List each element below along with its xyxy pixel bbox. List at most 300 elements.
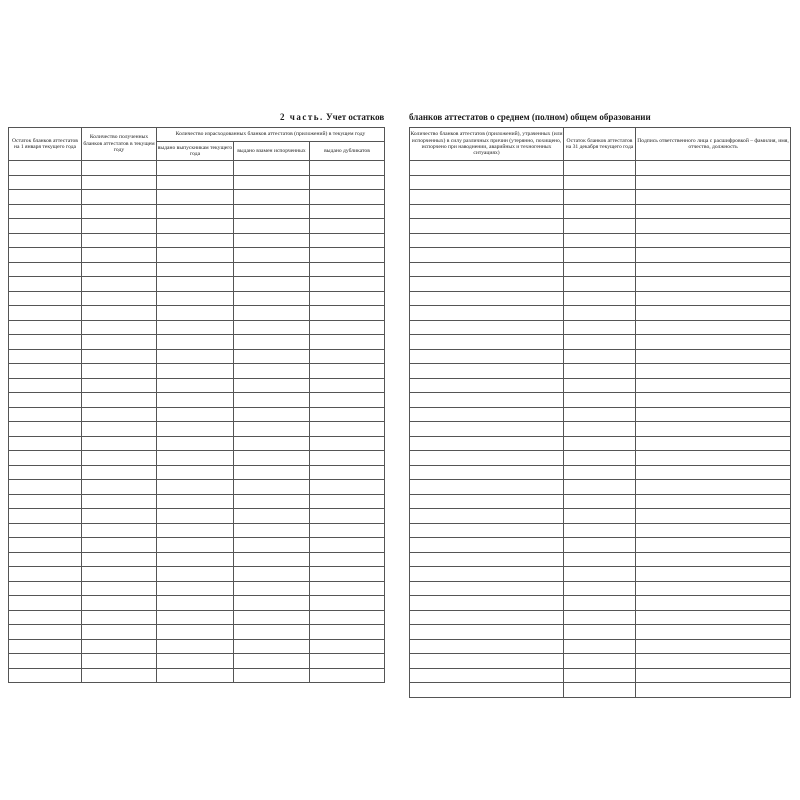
- table-cell: [82, 639, 157, 654]
- table-row: [410, 378, 791, 393]
- table-cell: [9, 552, 82, 567]
- table-cell: [9, 291, 82, 306]
- table-cell: [234, 654, 310, 669]
- table-cell: [410, 625, 564, 640]
- table-cell: [157, 378, 234, 393]
- table-cell: [310, 654, 385, 669]
- table-cell: [636, 378, 791, 393]
- table-cell: [310, 190, 385, 205]
- table-cell: [82, 378, 157, 393]
- table-cell: [410, 291, 564, 306]
- table-cell: [9, 523, 82, 538]
- table-cell: [82, 567, 157, 582]
- table-cell: [636, 393, 791, 408]
- table-row: [9, 596, 385, 611]
- table-cell: [636, 407, 791, 422]
- table-cell: [157, 436, 234, 451]
- table-cell: [636, 552, 791, 567]
- table-cell: [82, 175, 157, 190]
- table-cell: [157, 538, 234, 553]
- table-cell: [157, 393, 234, 408]
- table-cell: [636, 494, 791, 509]
- table-row: [410, 465, 791, 480]
- table-cell: [9, 378, 82, 393]
- table-cell: [9, 335, 82, 350]
- table-cell: [410, 639, 564, 654]
- header-issued-duplicates: выдано дубликатов: [310, 142, 385, 161]
- table-cell: [234, 407, 310, 422]
- table-row: [410, 581, 791, 596]
- table-row: [410, 494, 791, 509]
- table-row: [9, 349, 385, 364]
- table-row: [9, 610, 385, 625]
- header-used-group: Количество израсходованных бланков аттестатов (приложений) в текущем году: [157, 128, 385, 142]
- table-cell: [82, 291, 157, 306]
- table-row: [410, 175, 791, 190]
- table-cell: [564, 480, 636, 495]
- table-row: [410, 480, 791, 495]
- table-cell: [234, 523, 310, 538]
- table-cell: [234, 291, 310, 306]
- table-cell: [234, 494, 310, 509]
- table-cell: [9, 407, 82, 422]
- table-cell: [234, 219, 310, 234]
- table-cell: [310, 436, 385, 451]
- table-row: [9, 581, 385, 596]
- table-cell: [410, 306, 564, 321]
- table-cell: [410, 465, 564, 480]
- table-row: [410, 291, 791, 306]
- table-cell: [564, 262, 636, 277]
- table-cell: [82, 552, 157, 567]
- table-cell: [9, 364, 82, 379]
- table-cell: [410, 204, 564, 219]
- table-cell: [636, 538, 791, 553]
- table-cell: [9, 233, 82, 248]
- table-cell: [82, 654, 157, 669]
- table-cell: [310, 596, 385, 611]
- table-cell: [564, 581, 636, 596]
- table-row: [9, 320, 385, 335]
- table-cell: [157, 465, 234, 480]
- table-row: [410, 204, 791, 219]
- table-cell: [157, 668, 234, 683]
- table-cell: [157, 248, 234, 263]
- table-cell: [564, 509, 636, 524]
- table-row: [410, 364, 791, 379]
- table-cell: [636, 364, 791, 379]
- table-cell: [410, 422, 564, 437]
- table-cell: [564, 523, 636, 538]
- table-row: [9, 639, 385, 654]
- table-cell: [310, 233, 385, 248]
- table-cell: [9, 654, 82, 669]
- table-cell: [636, 175, 791, 190]
- table-cell: [410, 364, 564, 379]
- table-cell: [234, 668, 310, 683]
- table-cell: [234, 306, 310, 321]
- table-row: [9, 422, 385, 437]
- table-cell: [234, 349, 310, 364]
- table-cell: [157, 219, 234, 234]
- table-cell: [310, 552, 385, 567]
- table-cell: [9, 161, 82, 176]
- table-cell: [636, 204, 791, 219]
- table-cell: [564, 596, 636, 611]
- table-cell: [82, 465, 157, 480]
- table-row: [410, 552, 791, 567]
- table-cell: [310, 320, 385, 335]
- table-cell: [636, 233, 791, 248]
- part-prefix: 2 часть.: [280, 112, 324, 122]
- table-row: [9, 451, 385, 466]
- header-balance-dec31: Остаток бланков аттестатов на 31 декабря текущего года: [564, 128, 636, 161]
- table-cell: [310, 494, 385, 509]
- table-cell: [410, 668, 564, 683]
- table-row: [410, 407, 791, 422]
- table-cell: [82, 262, 157, 277]
- table-cell: [310, 335, 385, 350]
- table-cell: [9, 581, 82, 596]
- table-cell: [410, 494, 564, 509]
- table-cell: [564, 175, 636, 190]
- table-cell: [82, 306, 157, 321]
- table-cell: [157, 610, 234, 625]
- table-cell: [157, 451, 234, 466]
- table-cell: [9, 567, 82, 582]
- header-issued-graduates: выдано выпускникам текущего года: [157, 142, 234, 161]
- table-cell: [234, 335, 310, 350]
- table-cell: [234, 625, 310, 640]
- table-row: [410, 161, 791, 176]
- table-cell: [82, 538, 157, 553]
- table-cell: [636, 668, 791, 683]
- table-row: [9, 509, 385, 524]
- table-cell: [9, 451, 82, 466]
- table-row: [9, 262, 385, 277]
- table-cell: [310, 161, 385, 176]
- table-cell: [636, 523, 791, 538]
- table-cell: [9, 219, 82, 234]
- table-row: [410, 393, 791, 408]
- table-cell: [234, 320, 310, 335]
- table-cell: [157, 204, 234, 219]
- table-cell: [564, 219, 636, 234]
- table-cell: [157, 364, 234, 379]
- table-cell: [564, 422, 636, 437]
- table-cell: [410, 654, 564, 669]
- table-cell: [9, 436, 82, 451]
- table-cell: [157, 639, 234, 654]
- table-cell: [636, 610, 791, 625]
- table-cell: [234, 567, 310, 582]
- table-cell: [157, 422, 234, 437]
- table-cell: [9, 349, 82, 364]
- table-cell: [564, 451, 636, 466]
- table-cell: [82, 480, 157, 495]
- table-cell: [234, 262, 310, 277]
- table-cell: [234, 480, 310, 495]
- table-cell: [9, 596, 82, 611]
- table-cell: [9, 204, 82, 219]
- table-row: [9, 552, 385, 567]
- table-cell: [636, 654, 791, 669]
- table-cell: [410, 509, 564, 524]
- table-cell: [234, 393, 310, 408]
- table-cell: [310, 538, 385, 553]
- table-cell: [636, 219, 791, 234]
- table-cell: [636, 683, 791, 698]
- table-row: [9, 219, 385, 234]
- table-cell: [564, 436, 636, 451]
- table-row: [410, 596, 791, 611]
- table-cell: [310, 451, 385, 466]
- table-cell: [310, 291, 385, 306]
- table-cell: [636, 581, 791, 596]
- table-cell: [564, 683, 636, 698]
- table-cell: [410, 233, 564, 248]
- table-cell: [564, 639, 636, 654]
- table-cell: [410, 436, 564, 451]
- table-cell: [9, 480, 82, 495]
- table-cell: [234, 204, 310, 219]
- table-cell: [564, 161, 636, 176]
- table-cell: [636, 480, 791, 495]
- table-cell: [636, 349, 791, 364]
- table-row: [410, 306, 791, 321]
- table-cell: [636, 625, 791, 640]
- table-cell: [82, 190, 157, 205]
- table-cell: [82, 451, 157, 466]
- table-cell: [636, 335, 791, 350]
- table-cell: [9, 538, 82, 553]
- table-row: [9, 393, 385, 408]
- table-row: [9, 538, 385, 553]
- table-cell: [234, 233, 310, 248]
- table-cell: [310, 639, 385, 654]
- table-cell: [636, 277, 791, 292]
- table-cell: [157, 161, 234, 176]
- table-cell: [234, 509, 310, 524]
- table-cell: [564, 567, 636, 582]
- table-row: [9, 494, 385, 509]
- table-cell: [82, 523, 157, 538]
- table-cell: [82, 349, 157, 364]
- table-cell: [82, 161, 157, 176]
- table-cell: [310, 204, 385, 219]
- table-cell: [157, 407, 234, 422]
- table-cell: [234, 538, 310, 553]
- table-cell: [82, 436, 157, 451]
- table-row: [410, 233, 791, 248]
- table-cell: [636, 596, 791, 611]
- table-cell: [410, 567, 564, 582]
- table-cell: [564, 538, 636, 553]
- table-cell: [636, 451, 791, 466]
- table-cell: [82, 610, 157, 625]
- table-cell: [157, 175, 234, 190]
- table-cell: [310, 567, 385, 582]
- left-ledger-table: [8, 127, 385, 683]
- table-cell: [410, 596, 564, 611]
- title-left-text: Учет остатков: [326, 112, 385, 122]
- table-cell: [9, 610, 82, 625]
- table-row: [410, 320, 791, 335]
- table-cell: [636, 567, 791, 582]
- table-cell: [636, 190, 791, 205]
- table-cell: [410, 262, 564, 277]
- table-cell: [157, 480, 234, 495]
- table-row: [410, 523, 791, 538]
- table-cell: [410, 320, 564, 335]
- table-cell: [157, 552, 234, 567]
- page-title-left: [280, 112, 384, 122]
- table-cell: [564, 335, 636, 350]
- table-row: [9, 161, 385, 176]
- table-cell: [410, 610, 564, 625]
- header-lost-spoiled: Количество бланков аттестатов (приложений), утраченных (или испорченных) в силу различных причин (утерянно, похищено, испорчено при наводнении, аварийных и техногенных ситуациях): [410, 128, 564, 161]
- table-cell: [564, 465, 636, 480]
- table-row: [9, 335, 385, 350]
- table-cell: [564, 248, 636, 263]
- left-table-body: [9, 161, 385, 683]
- table-cell: [82, 219, 157, 234]
- table-cell: [636, 639, 791, 654]
- table-cell: [234, 364, 310, 379]
- table-cell: [234, 277, 310, 292]
- table-cell: [410, 277, 564, 292]
- table-cell: [234, 175, 310, 190]
- table-cell: [564, 494, 636, 509]
- table-row: [410, 248, 791, 263]
- table-row: [9, 407, 385, 422]
- table-cell: [9, 248, 82, 263]
- table-cell: [9, 320, 82, 335]
- table-cell: [82, 233, 157, 248]
- table-cell: [636, 306, 791, 321]
- table-cell: [564, 552, 636, 567]
- table-cell: [310, 422, 385, 437]
- table-cell: [310, 349, 385, 364]
- table-cell: [9, 175, 82, 190]
- table-cell: [9, 509, 82, 524]
- table-cell: [564, 291, 636, 306]
- header-received: Количество полученных бланков аттестатов в текущем году: [82, 128, 157, 161]
- table-row: [9, 204, 385, 219]
- table-cell: [410, 581, 564, 596]
- table-cell: [82, 422, 157, 437]
- table-cell: [9, 494, 82, 509]
- table-row: [410, 190, 791, 205]
- table-cell: [310, 407, 385, 422]
- table-row: [410, 668, 791, 683]
- table-row: [9, 465, 385, 480]
- table-cell: [636, 161, 791, 176]
- table-cell: [82, 509, 157, 524]
- table-row: [9, 436, 385, 451]
- table-cell: [410, 378, 564, 393]
- table-cell: [157, 494, 234, 509]
- table-row: [410, 349, 791, 364]
- table-cell: [310, 262, 385, 277]
- table-cell: [234, 378, 310, 393]
- table-cell: [564, 668, 636, 683]
- table-cell: [234, 596, 310, 611]
- table-cell: [564, 349, 636, 364]
- table-row: [410, 277, 791, 292]
- table-cell: [410, 523, 564, 538]
- table-cell: [310, 364, 385, 379]
- right-ledger-table: [409, 127, 791, 698]
- table-cell: [636, 436, 791, 451]
- table-cell: [564, 306, 636, 321]
- table-row: [410, 567, 791, 582]
- table-cell: [9, 625, 82, 640]
- table-cell: [310, 581, 385, 596]
- table-cell: [82, 596, 157, 611]
- table-cell: [82, 364, 157, 379]
- table-cell: [234, 639, 310, 654]
- table-row: [410, 654, 791, 669]
- table-cell: [157, 523, 234, 538]
- table-cell: [157, 320, 234, 335]
- table-cell: [410, 190, 564, 205]
- table-cell: [310, 248, 385, 263]
- table-row: [9, 654, 385, 669]
- table-cell: [234, 436, 310, 451]
- table-cell: [157, 509, 234, 524]
- table-cell: [82, 581, 157, 596]
- table-cell: [410, 451, 564, 466]
- table-row: [410, 451, 791, 466]
- table-cell: [410, 349, 564, 364]
- header-signature: Подпись ответственного лица с расшифровкой – фамилия, имя, отчество, должность: [636, 128, 791, 161]
- table-cell: [310, 277, 385, 292]
- table-cell: [564, 610, 636, 625]
- table-cell: [9, 277, 82, 292]
- table-cell: [564, 378, 636, 393]
- table-row: [410, 509, 791, 524]
- table-cell: [564, 233, 636, 248]
- table-row: [9, 248, 385, 263]
- table-row: [9, 233, 385, 248]
- table-cell: [9, 465, 82, 480]
- table-cell: [9, 639, 82, 654]
- header-issued-replacement: выдано взамен испорченных: [234, 142, 310, 161]
- table-cell: [157, 262, 234, 277]
- table-cell: [410, 480, 564, 495]
- table-cell: [234, 552, 310, 567]
- table-cell: [234, 451, 310, 466]
- table-row: [9, 306, 385, 321]
- table-cell: [410, 219, 564, 234]
- table-cell: [234, 465, 310, 480]
- table-cell: [157, 654, 234, 669]
- table-cell: [157, 291, 234, 306]
- table-cell: [564, 277, 636, 292]
- table-cell: [564, 364, 636, 379]
- table-cell: [9, 306, 82, 321]
- table-cell: [564, 654, 636, 669]
- table-row: [410, 219, 791, 234]
- table-cell: [157, 277, 234, 292]
- table-cell: [310, 509, 385, 524]
- table-cell: [410, 335, 564, 350]
- table-cell: [157, 625, 234, 640]
- table-row: [9, 378, 385, 393]
- table-cell: [564, 190, 636, 205]
- table-row: [410, 422, 791, 437]
